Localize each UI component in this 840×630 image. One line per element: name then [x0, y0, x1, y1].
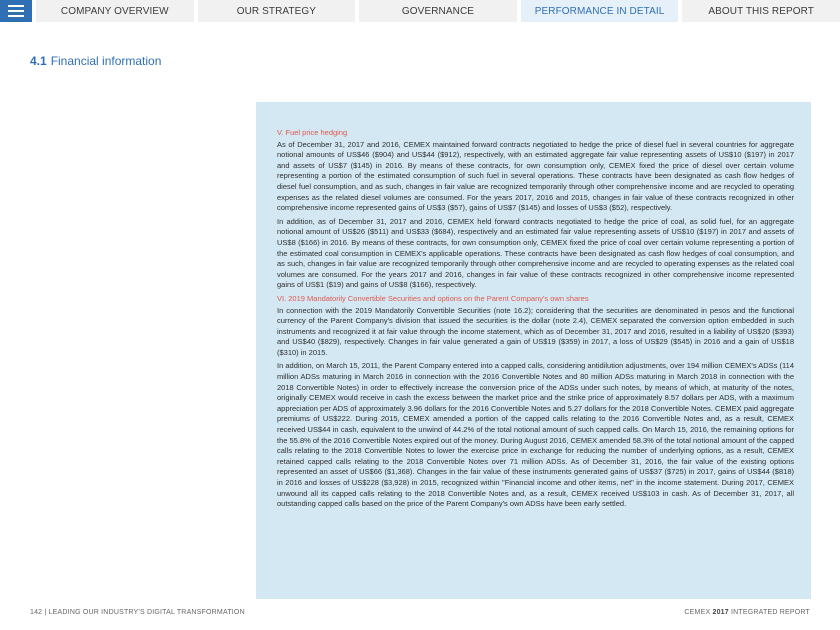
- footer-report-name: INTEGRATED REPORT: [731, 609, 810, 616]
- footer-report-title: [684, 609, 810, 616]
- paragraph-diesel: As of December 31, 2017 and 2016, CEMEX maintained forward contracts negotiated to hedge the price of diesel fuel in several countries for aggregate notional amounts of US$46 ($904) and US$44 ($912), respectively, with an estimated aggregate fair value representing assets of US$10 ($197) in 2017 and assets of US$7 ($145) in 2016. By means of these contracts, for own consumption only, CEMEX fixed the price of diesel over certain volume representing a portion of the estimated consumption of such fuel in several operations. These contracts have been designated as cash flow hedges of diesel fuel consumption, and as such, changes in fair value are recognized temporarily through other comprehensive income and are recycled to operating expenses as the related diesel volumes are consumed. For the years 2017, 2016 and 2015, changes in fair value of these contracts recognized in other comprehensive income represented gains of US$3 ($57), gains of US$7 ($145) and losses of US$3 ($52), respectively.: [277, 139, 794, 213]
- tab-our-strategy[interactable]: OUR STRATEGY: [194, 0, 356, 22]
- tab-about-this-report[interactable]: ABOUT THIS REPORT: [678, 0, 840, 22]
- footer-company: CEMEX: [684, 609, 711, 616]
- heading-fuel-price-hedging: V. Fuel price hedging: [277, 128, 348, 137]
- content-box: [256, 102, 811, 599]
- paragraph-conversion-option: In connection with the 2019 Mandatorily Convertible Securities (note 16.2); considering that the securities are denominated in pesos and the functional currency of the Parent Company's division that issued the securities is the dollar (note 2.4), CEMEX separated the conversion option embedded in such instruments and recognized it at fair value through the income statement, which as of December 31, 2017 and 2016, resulted in a liability of US$20 ($393) and US$40 ($829), respectively. Changes in fair value generated a gain of US$19 ($359) in 2017, a loss of US$29 ($545) in 2016 and a gain of US$18 ($310) in 2015.: [277, 305, 794, 357]
- section-title: [30, 54, 161, 68]
- footer-year: 2017: [712, 609, 729, 616]
- hamburger-menu-icon[interactable]: [0, 0, 32, 22]
- tab-performance-in-detail[interactable]: PERFORMANCE IN DETAIL: [517, 0, 679, 22]
- heading-convertible-securities: VI. 2019 Mandatorily Convertible Securities and options on the Parent Company's own shares: [277, 293, 589, 303]
- paragraph-coal: In addition, as of December 31, 2017 and 2016, CEMEX held forward contracts negotiated to hedge the price of coal, as solid fuel, for an aggregate notional amount of US$26 ($511) and US$33 ($684), respectively and an estimated fair value representing assets of US$10 ($197) in 2017 and assets of US$8 ($166) in 2016. By means of these contracts, for own consumption only, CEMEX fixed the price of coal over certain volume representing a portion of the estimated coal consumption in CEMEX's applicable operations. These contracts have been designated as cash flow hedges of coal consumption, and as such, changes in fair value are recognized temporarily through other comprehensive income and are recycled to operating expenses as the related coal volumes are consumed. For the years 2017 and 2016, changes in fair value of these contracts recognized in other comprehensive income represented gains of US$1 ($19) and gains of US$8 ($166), respectively.: [277, 216, 794, 290]
- footer-page-label: 142 | LEADING OUR INDUSTRY'S DIGITAL TRANSFORMATION: [30, 609, 245, 616]
- content-text: [277, 128, 794, 513]
- top-navigation: [0, 0, 840, 22]
- paragraph-capped-calls: In addition, on March 15, 2011, the Parent Company entered into a capped calls, considering antidilution adjustments, over 194 million CEMEX's ADSs (114 million ADSs maturing in March 2016 in connection with the 2016 Convertible Notes and 80 million ADSs maturing in March 2018 in connection with the 2018 Convertible Notes) in order to effectively increase the conversion price of the ADSs under such notes, by means of which, at maturity of the notes, originally CEMEX would receive in cash the excess between the market price and the strike price of approximately 8.57 dollars per ADS, with a maximum appreciation per ADS of approximately 3.96 dollars for the 2016 Convertible Notes and 5.27 dollars for the 2018 Convertible Notes. CEMEX paid aggregate premiums of US$222. During 2015, CEMEX amended a portion of the capped calls relating to the 2016 Convertible Notes and, as a result, CEMEX received US$44 in cash, equivalent to the unwind of 44.2% of the total notional amount of such capped calls. On March 15, 2016, the remaining options for the 55.8% of the 2016 Convertible Notes expired out of the money. During August 2016, CEMEX amended 58.3% of the total notional amount of the capped calls relating to the 2018 Convertible Notes to lower the exercise price in exchange for reducing the number of underlying options, as a result, CEMEX retained capped calls relating to the 2018 Convertible Notes over 71 million ADSs. As of December 31, 2016, the fair value of the existing options represented an asset of US$66 ($1,368). Changes in the fair value of these instruments generated gains of US$37 ($725) in 2017, gains of US$44 ($818) in 2016 and losses of US$228 ($3,928) in 2015, recognized within "Financial income and other items, net" in the income statement. During 2017, CEMEX unwound all its capped calls relating to the 2018 Convertible Notes and, as a result, CEMEX received US$103 in cash. As of December 31, 2017, all outstanding capped calls based on the price of the Parent Company's own ADSs have been early settled.: [277, 361, 794, 509]
- tab-company-overview[interactable]: COMPANY OVERVIEW: [32, 0, 194, 22]
- tab-governance[interactable]: GOVERNANCE: [355, 0, 517, 22]
- section-number: 4.1: [30, 54, 47, 68]
- section-title-text: Financial information: [50, 54, 162, 68]
